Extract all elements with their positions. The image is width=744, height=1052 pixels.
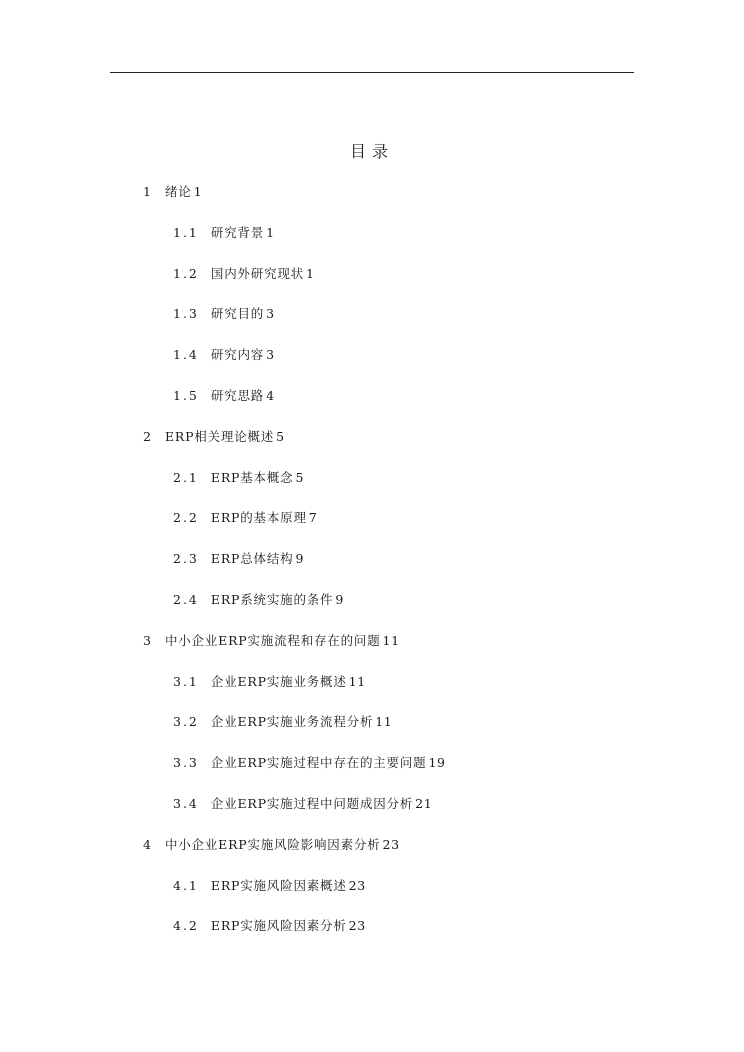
toc-entry-title: ERP实施风险因素概述 [210,878,347,893]
toc-entry-number: 2 [143,429,153,444]
toc-entry-number: 1.5 [173,388,199,403]
toc-entry-page: 19 [428,755,446,770]
toc-entry-3-4[interactable] [173,795,432,813]
toc-entry-number: 3.3 [173,755,199,770]
toc-entry-title: 中小企业ERP实施风险影响因素分析 [164,837,381,852]
toc-entry-title: 企业ERP实施业务概述 [210,674,347,689]
toc-entry-title: 研究目的 [210,306,265,321]
toc-entry-3-1[interactable] [173,673,366,691]
toc-entry-page: 11 [375,714,393,729]
toc-entry-2-2[interactable] [173,509,317,527]
toc-entry-number: 2.1 [173,470,199,485]
toc-entry-1-5[interactable] [173,387,275,405]
toc-entry-number: 3.1 [173,674,199,689]
toc-entry-title: 研究思路 [210,388,265,403]
toc-title: 目录 [349,142,394,161]
toc-entry-title: 企业ERP实施过程中问题成因分析 [210,796,414,811]
toc-entry-page: 3 [266,306,275,321]
toc-entry-page: 5 [276,429,285,444]
toc-entry-title: 研究内容 [210,347,265,362]
toc-entry-page: 9 [335,592,344,607]
toc-entry-title: ERP总体结构 [210,551,294,566]
toc-entry-1-4[interactable] [173,346,275,364]
toc-entry-number: 1 [143,184,153,199]
toc-entry-page: 23 [348,918,366,933]
toc-entry-number: 4.1 [173,878,199,893]
toc-entry-number: 2.2 [173,510,199,525]
toc-entry-2-3[interactable] [173,550,304,568]
toc-entry-title: ERP实施风险因素分析 [210,918,347,933]
toc-entry-page: 1 [266,225,275,240]
toc-entry-title: ERP系统实施的条件 [210,592,334,607]
toc-entry-page: 7 [308,510,318,525]
toc-entry-3-3[interactable] [173,754,446,772]
toc-entry-3[interactable] [143,632,400,650]
toc-entry-page: 3 [266,347,275,362]
toc-entry-number: 3.4 [173,796,199,811]
toc-entry-number: 1.1 [173,225,199,240]
toc-entry-2-1[interactable] [173,469,304,487]
toc-entry-number: 4 [143,837,153,852]
toc-entry-number: 2.4 [173,592,199,607]
toc-entry-4-1[interactable] [173,877,366,895]
toc-entry-1-1[interactable] [173,224,275,242]
toc-entry-2[interactable] [143,428,285,446]
toc-entry-number: 3 [143,633,153,648]
toc-entry-number: 2.3 [173,551,199,566]
toc-entry-number: 4.2 [173,918,199,933]
toc-entry-title: ERP相关理论概述 [164,429,275,444]
toc-entry-page: 1 [193,184,203,199]
toc-entry-title: ERP基本概念 [210,470,294,485]
toc-entry-1-2[interactable] [173,265,315,283]
toc-entry-3-2[interactable] [173,713,392,731]
toc-entry-page: 23 [382,837,400,852]
toc-entry-page: 4 [266,388,275,403]
toc-entry-page: 9 [295,551,305,566]
toc-entry-number: 1.4 [173,347,199,362]
toc-entry-number: 1.3 [173,306,199,321]
toc-entry-title: 企业ERP实施过程中存在的主要问题 [210,755,427,770]
toc-entry-title: 国内外研究现状 [210,266,304,281]
toc-entry-number: 3.2 [173,714,199,729]
toc-entry-page: 11 [348,674,366,689]
toc-entry-page: 21 [415,796,433,811]
toc-entry-title: ERP的基本原理 [210,510,307,525]
toc-entry-1[interactable] [143,183,202,201]
toc-entry-title: 绪论 [164,184,192,199]
toc-entry-title: 研究背景 [210,225,265,240]
header-rule [110,72,634,73]
toc-entry-page: 5 [295,470,305,485]
toc-entry-number: 1.2 [173,266,199,281]
toc-entry-4[interactable] [143,836,400,854]
toc-entry-1-3[interactable] [173,305,275,323]
toc-entry-title: 中小企业ERP实施流程和存在的问题 [164,633,381,648]
toc-entry-2-4[interactable] [173,591,344,609]
toc-entry-page: 23 [348,878,366,893]
toc-entry-4-2[interactable] [173,917,366,935]
toc-entry-title: 企业ERP实施业务流程分析 [210,714,374,729]
toc-entry-page: 11 [382,633,400,648]
toc-entry-page: 1 [306,266,315,281]
